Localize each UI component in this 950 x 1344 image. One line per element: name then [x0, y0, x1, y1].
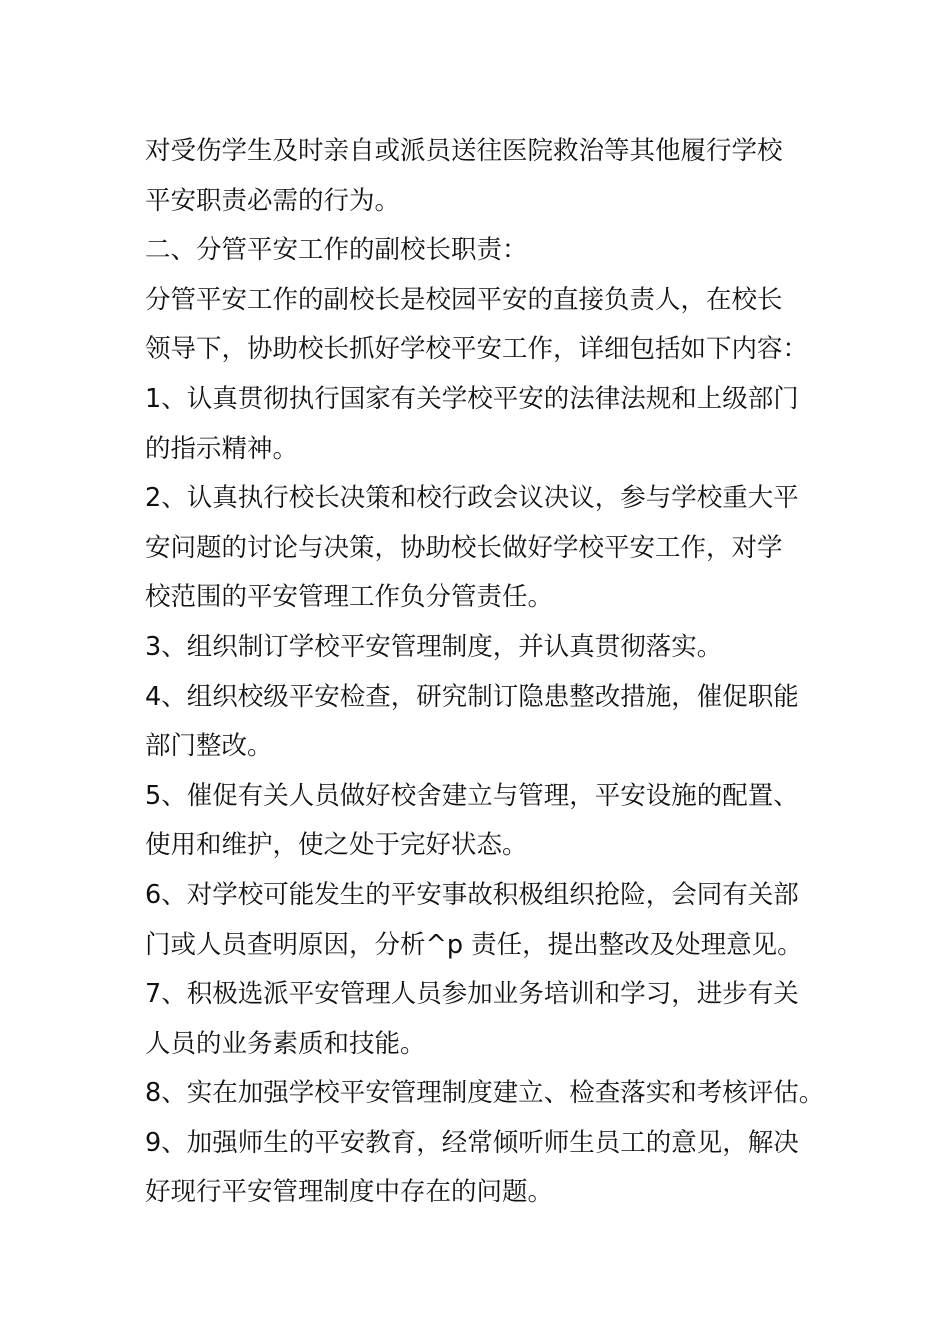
- document-body: [145, 127, 825, 1218]
- text-line: 领导下，协助校长抓好学校平安工作，详细包括如下内容：: [145, 334, 809, 365]
- text-line: 门或人员查明原因，分析^p 责任，提出整改及处理意见。: [145, 929, 803, 960]
- list-item-4: 4、组织校级平安检查，研究制订隐患整改措施，催促职能: [145, 681, 799, 712]
- list-item-1: 1、认真贯彻执行国家有关学校平安的法律法规和上级部门: [145, 383, 799, 414]
- text-line: 人员的业务素质和技能。: [145, 1028, 426, 1059]
- list-item-7: 7、积极选派平安管理人员参加业务培训和学习，进步有关: [145, 979, 799, 1010]
- text-line: 校范围的平安管理工作负分管责任。: [145, 582, 554, 613]
- text-line: 部门整改。: [145, 731, 273, 762]
- list-item-5: 5、催促有关人员做好校舍建立与管理，平安设施的配置、: [145, 780, 799, 811]
- text-line: 分管平安工作的副校长是校园平安的直接负责人，在校长: [145, 284, 783, 315]
- list-item-8: 8、实在加强学校平安管理制度建立、检查落实和考核评估。: [145, 1078, 825, 1109]
- section-heading: 二、分管平安工作的副校长职责：: [145, 235, 528, 266]
- text-line: 使用和维护，使之处于完好状态。: [145, 830, 528, 861]
- list-item-6: 6、对学校可能发生的平安事故积极组织抢险，会同有关部: [145, 879, 799, 910]
- text-line: 好现行平安管理制度中存在的问题。: [145, 1177, 554, 1208]
- list-item-3: 3、组织制订学校平安管理制度，并认真贯彻落实。: [145, 631, 723, 662]
- text-line: 的指示精神。: [145, 433, 299, 464]
- list-item-9: 9、加强师生的平安教育，经常倾听师生员工的意见，解决: [145, 1127, 799, 1158]
- list-item-2: 2、认真执行校长决策和校行政会议决议，参与学校重大平: [145, 483, 799, 514]
- text-line: 平安职责必需的行为。: [145, 185, 401, 216]
- text-line: 安问题的讨论与决策，协助校长做好学校平安工作，对学: [145, 532, 783, 563]
- text-line: 对受伤学生及时亲自或派员送往医院救治等其他履行学校: [145, 136, 783, 166]
